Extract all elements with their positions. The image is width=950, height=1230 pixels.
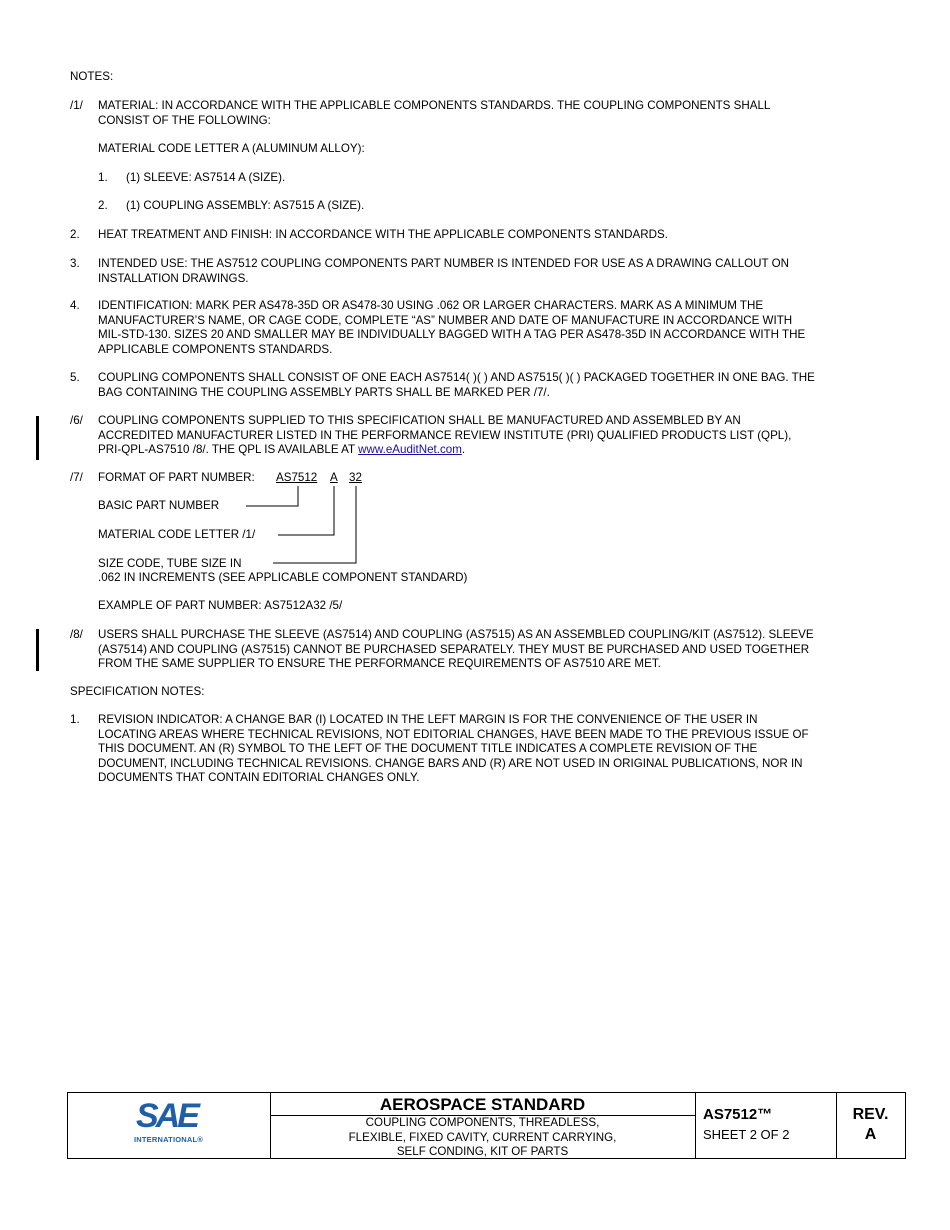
note-line: BAG CONTAINING THE COUPLING ASSEMBLY PARTS SHALL BE MARKED PER /7/. bbox=[98, 385, 550, 399]
sae-logo bbox=[134, 1099, 204, 1147]
sub-item-2-text: (1) COUPLING ASSEMBLY: AS7515 A (SIZE). bbox=[126, 199, 365, 212]
description-line: COUPLING COMPONENTS, THREADLESS, bbox=[365, 1116, 600, 1129]
title-cell bbox=[270, 1093, 696, 1158]
pn-basic: AS7512 bbox=[276, 471, 318, 484]
leader-line-basic bbox=[246, 486, 298, 506]
note-line: APPLICABLE COMPONENTS STANDARDS. bbox=[98, 342, 333, 356]
note-line: MIL-STD-130. SIZES 20 AND SMALLER MAY BE INDIVIDUALLY BAGGED WITH A TAG PER AS478-35D IN ACCORDANCE WITH THE bbox=[98, 328, 806, 341]
sae-logo-text: SAE bbox=[136, 1097, 197, 1135]
note-line: INTENDED USE: THE AS7512 COUPLING COMPONENTS PART NUMBER IS INTENDED FOR USE AS A DRAWING CALLOUT ON bbox=[98, 257, 790, 270]
note-7-number: /7/ bbox=[70, 471, 83, 484]
format-label: FORMAT OF PART NUMBER: bbox=[98, 471, 255, 484]
description-line: SELF CONDING, KIT OF PARTS bbox=[396, 1145, 569, 1158]
note-line: ACCREDITED MANUFACTURER LISTED IN THE PERFORMANCE REVIEW INSTITUTE (PRI) QUALIFIED PRODUCTS LIST (QPL), bbox=[98, 428, 792, 442]
note-line: DOCUMENT, INCLUDING TECHNICAL REVISIONS. CHANGE BARS AND (R) ARE NOT USED IN ORIGINAL PUBLICATIONS, NOR IN bbox=[98, 756, 803, 770]
size-code-label-1: SIZE CODE, TUBE SIZE IN bbox=[98, 557, 242, 570]
doc-number-cell bbox=[695, 1093, 837, 1158]
sheet-indicator: SHEET 2 OF 2 bbox=[703, 1127, 790, 1142]
basic-part-label: BASIC PART NUMBER bbox=[98, 499, 220, 512]
note-6-number: /6/ bbox=[70, 414, 83, 427]
size-code-label-2: .062 IN INCREMENTS (SEE APPLICABLE COMPONENT STANDARD) bbox=[98, 571, 468, 584]
note-line: FROM THE SAME SUPPLIER TO ENSURE THE PERFORMANCE REQUIREMENTS OF AS7510 ARE MET. bbox=[98, 657, 661, 670]
example-part-number: EXAMPLE OF PART NUMBER: AS7512A32 /5/ bbox=[98, 599, 343, 612]
title-block bbox=[67, 1092, 906, 1159]
sae-logo-subtext: INTERNATIONAL® bbox=[134, 1135, 204, 1144]
sub-item-1-text: (1) SLEEVE: AS7514 A (SIZE). bbox=[126, 171, 286, 184]
note-line: COUPLING COMPONENTS SUPPLIED TO THIS SPECIFICATION SHALL BE MANUFACTURED AND ASSEMBLED BY AN bbox=[98, 414, 741, 427]
spec-note-1-number: 1. bbox=[70, 713, 80, 726]
spec-note-1-text bbox=[98, 713, 883, 786]
note-line: HEAT TREATMENT AND FINISH: IN ACCORDANCE WITH THE APPLICABLE COMPONENTS STANDARDS. bbox=[98, 228, 668, 241]
leader-line-material bbox=[278, 486, 334, 535]
note-5-number: 5. bbox=[70, 371, 80, 384]
logo-cell bbox=[68, 1093, 271, 1158]
eauditnet-link[interactable]: www.eAuditNet.com bbox=[358, 443, 462, 456]
note-3-number: 3. bbox=[70, 257, 80, 270]
material-code-label: MATERIAL CODE LETTER /1/ bbox=[98, 528, 256, 541]
note-line: IDENTIFICATION: MARK PER AS478-35D OR AS478-30 USING .062 OR LARGER CHARACTERS. MARK AS A MINIMUM THE bbox=[98, 299, 764, 312]
material-code-text: MATERIAL CODE LETTER A (ALUMINUM ALLOY): bbox=[98, 142, 365, 155]
note-line: (AS7514) AND COUPLING (AS7515) CANNOT BE PURCHASED SEPARATELY. THEY MUST BE PURCHASED AND USED TOGETHER bbox=[98, 642, 810, 656]
note-1-number: /1/ bbox=[70, 99, 83, 112]
pn-size: 32 bbox=[349, 471, 362, 484]
pn-material: A bbox=[330, 471, 338, 484]
note-line: LOCATING AREAS WHERE TECHNICAL REVISIONS, NOT EDITORIAL CHANGES, HAVE BEEN MADE TO THE PREVIOUS ISSUE OF bbox=[98, 727, 809, 741]
revision-value: A bbox=[864, 1126, 877, 1143]
note-line: REVISION INDICATOR: A CHANGE BAR (I) LOCATED IN THE LEFT MARGIN IS FOR THE CONVENIENCE OF THE USER IN bbox=[98, 713, 758, 726]
note-8-number: /8/ bbox=[70, 628, 83, 641]
note-6-line3-suffix: . bbox=[461, 443, 466, 456]
note-line: CONSIST OF THE FOLLOWING: bbox=[98, 113, 271, 127]
note-8-text bbox=[98, 628, 883, 672]
document-number: AS7512™ bbox=[703, 1106, 773, 1123]
note-2-number: 2. bbox=[70, 228, 80, 241]
note-line: DOCUMENTS THAT CONTAIN EDITORIAL CHANGES ONLY. bbox=[98, 771, 420, 784]
spec-notes-heading: SPECIFICATION NOTES: bbox=[70, 685, 205, 698]
revision-cell bbox=[836, 1093, 905, 1158]
note-line: COUPLING COMPONENTS SHALL CONSIST OF ONE EACH AS7514( )( ) AND AS7515( )( ) PACKAGED TOGETHER IN ONE BAG. THE bbox=[98, 371, 815, 384]
notes-heading: NOTES: bbox=[70, 70, 114, 83]
note-line: MATERIAL: IN ACCORDANCE WITH THE APPLICABLE COMPONENTS STANDARDS. THE COUPLING COMPONENTS SHALL bbox=[98, 99, 771, 112]
note-line: USERS SHALL PURCHASE THE SLEEVE (AS7514) AND COUPLING (AS7515) AS AN ASSEMBLED COUPLING/KIT (AS7512). SLEEVE bbox=[98, 628, 814, 641]
note-line: INSTALLATION DRAWINGS. bbox=[98, 271, 249, 285]
sub-item-2-number: 2. bbox=[98, 199, 108, 212]
note-line: THIS DOCUMENT. AN (R) SYMBOL TO THE LEFT OF THE DOCUMENT TITLE INDICATES A COMPLETE REVISION OF THE bbox=[98, 742, 758, 755]
standard-heading: AEROSPACE STANDARD bbox=[270, 1093, 695, 1116]
revision-label: REV. bbox=[852, 1106, 889, 1123]
note-6-line3-prefix: PRI-QPL-AS7510 /8/. THE QPL IS AVAILABLE AT bbox=[98, 443, 359, 456]
leader-line-size bbox=[273, 486, 356, 563]
change-bar bbox=[36, 629, 39, 671]
description-line: FLEXIBLE, FIXED CAVITY, CURRENT CARRYING, bbox=[348, 1130, 617, 1144]
sub-item-1-number: 1. bbox=[98, 171, 108, 184]
note-line: MANUFACTURER’S NAME, OR CAGE CODE, COMPLETE “AS” NUMBER AND DATE OF MANUFACTURE IN ACCORDANCE WITH bbox=[98, 313, 793, 327]
document-description bbox=[270, 1116, 695, 1160]
note-4-number: 4. bbox=[70, 299, 80, 312]
